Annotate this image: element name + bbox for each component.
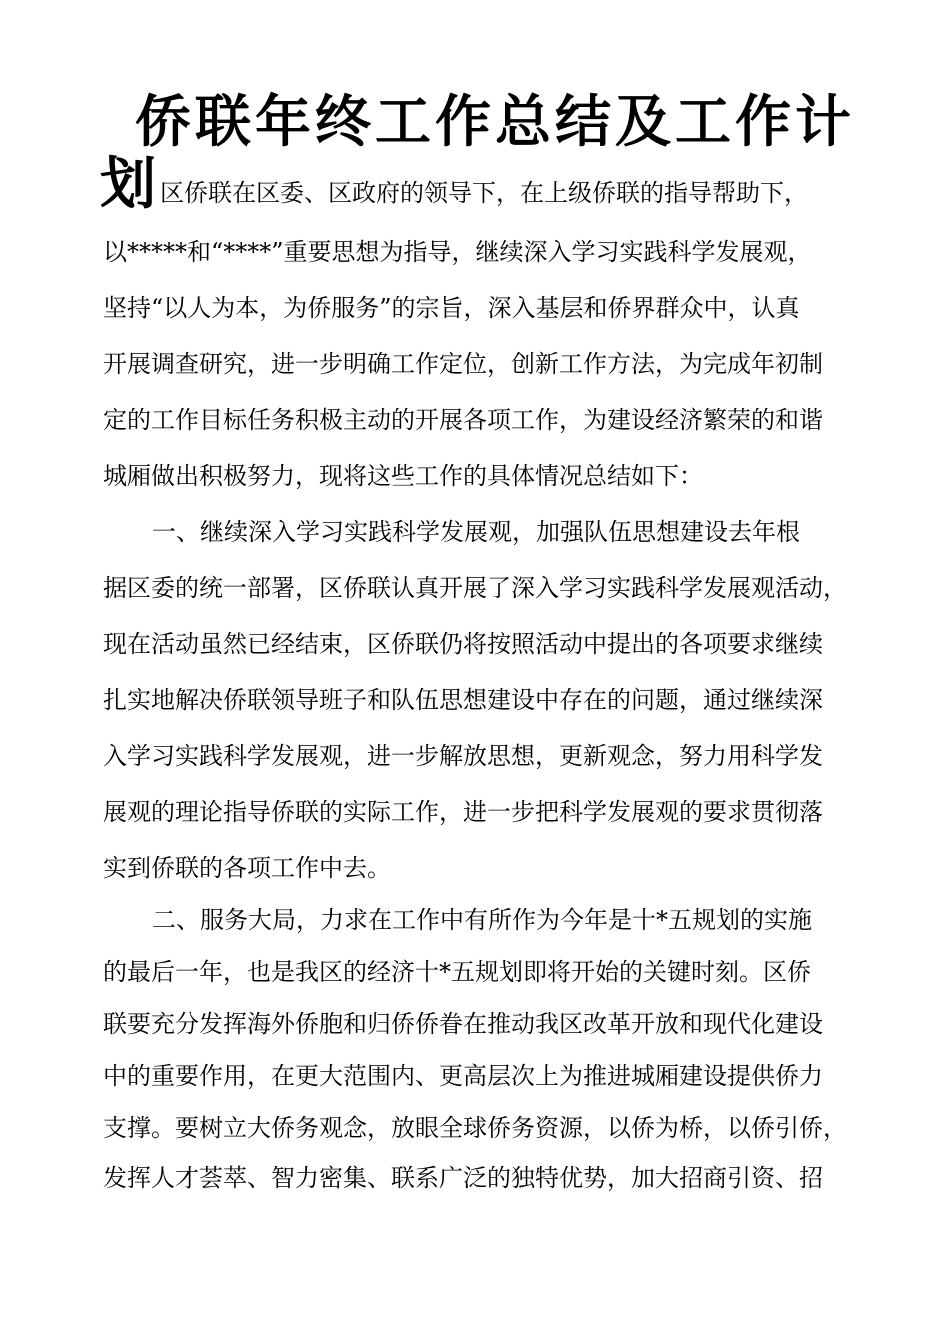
paragraph-line: 坚持“以人为本，为侨服务”的宗旨，深入基层和侨界群众中，认真 [103,294,800,322]
paragraph-line: 中的重要作用，在更大范围内、更高层次上为推进城厢建设提供侨力 [103,1062,823,1090]
paragraph-line: 区侨联在区委、区政府的领导下，在上级侨联的指导帮助下， [160,179,808,207]
paragraph-line: 的最后一年，也是我区的经济十*五规划即将开始的关键时刻。区侨 [103,958,811,986]
paragraph-line: 实到侨联的各项工作中去。 [103,854,391,882]
paragraph-line: 一、继续深入学习实践科学发展观，加强队伍思想建设去年根 [152,518,800,546]
paragraph-line: 开展调查研究，进一步明确工作定位，创新工作方法，为完成年初制 [103,350,823,378]
paragraph-line: 二、服务大局，力求在工作中有所作为今年是十*五规划的实施 [152,906,812,934]
document-title: 侨联年终工作总结及工作计 [135,90,855,155]
paragraph-line: 联要充分发挥海外侨胞和归侨侨眷在推动我区改革开放和现代化建设 [103,1010,823,1038]
paragraph-line: 城厢做出积极努力，现将这些工作的具体情况总结如下： [103,462,703,490]
paragraph-line: 定的工作目标任务积极主动的开展各项工作，为建设经济繁荣的和谐 [103,406,823,434]
paragraph-line: 据区委的统一部署，区侨联认真开展了深入学习实践科学发展观活动， [103,574,847,602]
paragraph-line: 扎实地解决侨联领导班子和队伍思想建设中存在的问题，通过继续深 [103,686,823,714]
paragraph-line: 展观的理论指导侨联的实际工作，进一步把科学发展观的要求贯彻落 [103,798,823,826]
paragraph-line: 支撑。要树立大侨务观念，放眼全球侨务资源，以侨为桥，以侨引侨， [103,1114,847,1142]
paragraph-line: 入学习实践科学发展观，进一步解放思想，更新观念，努力用科学发 [103,742,823,770]
document-title-continuation: 划 [100,152,156,217]
paragraph-line: 以*****和“****”重要思想为指导，继续深入学习实践科学发展观， [103,238,812,266]
paragraph-line: 现在活动虽然已经结束，区侨联仍将按照活动中提出的各项要求继续 [103,630,823,658]
paragraph-line: 发挥人才荟萃、智力密集、联系广泛的独特优势，加大招商引资、招 [103,1164,823,1192]
